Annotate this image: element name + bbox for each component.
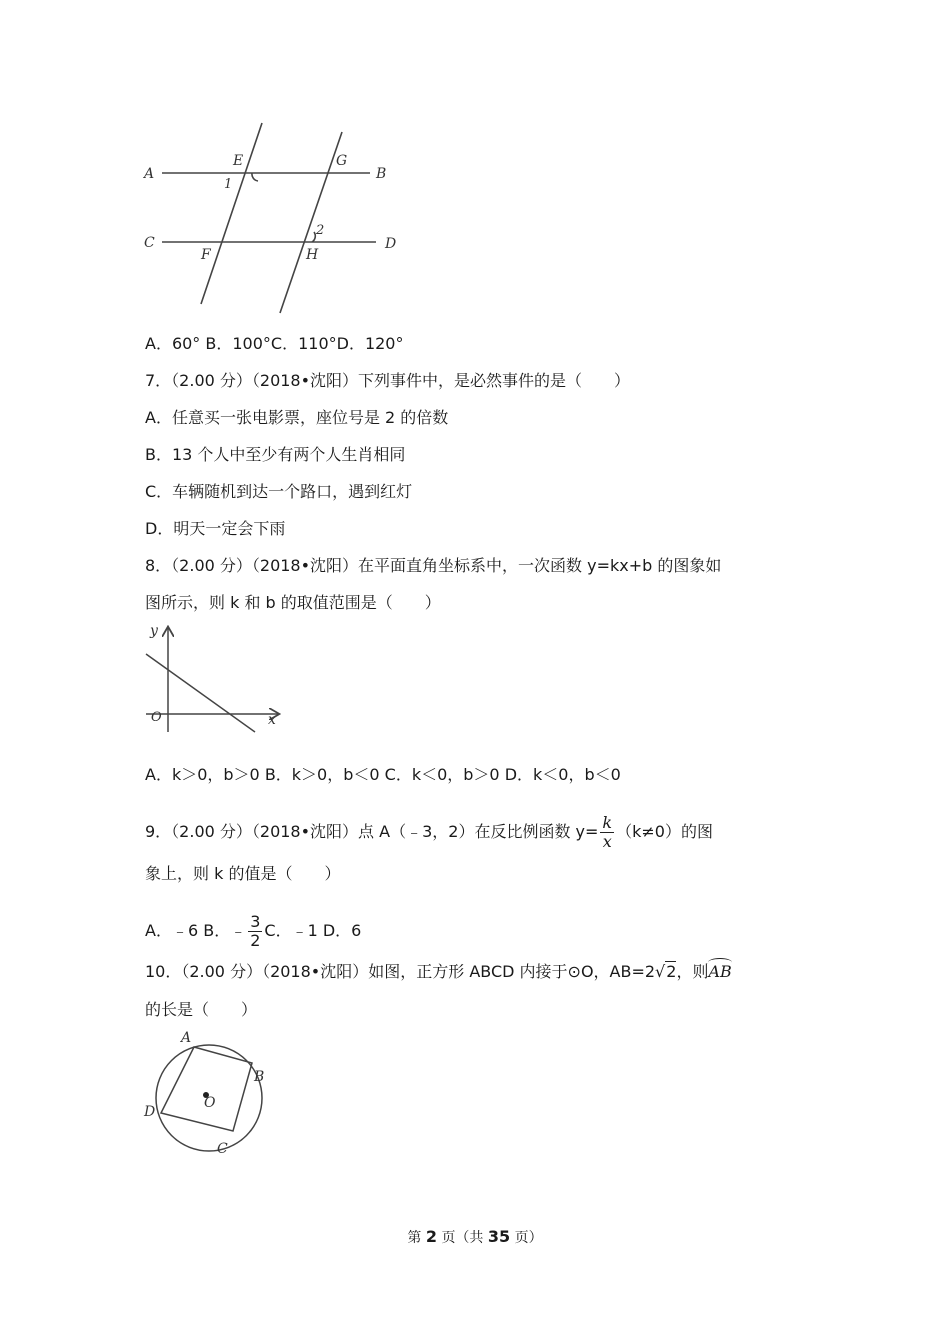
q7-option-b: B．13 个人中至少有两个人生肖相同 bbox=[145, 445, 406, 464]
q10-stem-pre: 10．（2.00 分）（2018•沈阳）如图，正方形 ABCD 内接于⊙O，AB=2 bbox=[145, 962, 656, 981]
q7-option-a: A．任意买一张电影票，座位号是 2 的倍数 bbox=[145, 408, 449, 427]
q7-stem: 7．（2.00 分）（2018•沈阳）下列事件中，是必然事件的是（ ） bbox=[145, 371, 631, 390]
axis-label-x: x bbox=[268, 712, 276, 728]
label-b: B bbox=[376, 166, 387, 182]
footer-page-number: 2 bbox=[425, 1227, 437, 1246]
q9-stem-pre: 9．（2.00 分）（2018•沈阳）点 A（﹣3，2）在反比例函数 y= bbox=[145, 822, 599, 841]
q7-option-c: C．车辆随机到达一个路口，遇到红灯 bbox=[145, 482, 413, 501]
footer-total-pages: 35 bbox=[487, 1227, 511, 1246]
q10-stem-mid: ，则 bbox=[676, 962, 709, 981]
q9-stem-post: （k≠0）的图 bbox=[616, 822, 713, 841]
label-f: F bbox=[201, 247, 211, 263]
sqrt-radicand: 2 bbox=[666, 962, 677, 981]
q9-stem-line2: 象上，则 k 的值是（ ） bbox=[145, 864, 341, 883]
label-g: G bbox=[336, 153, 348, 169]
label-h: H bbox=[306, 247, 319, 263]
sqrt-symbol: √ bbox=[655, 962, 666, 981]
q9-options bbox=[145, 913, 361, 950]
fraction-numerator: k bbox=[602, 813, 613, 832]
q9-stem-line1 bbox=[145, 814, 713, 851]
page-footer bbox=[0, 1227, 950, 1247]
footer-pre: 第 bbox=[407, 1230, 422, 1246]
label-d: D bbox=[144, 1104, 156, 1120]
fraction-3-over-2 bbox=[248, 913, 262, 950]
label-c: C bbox=[144, 235, 155, 251]
q8-stem-line1: 8．（2.00 分）（2018•沈阳）在平面直角坐标系中，一次函数 y=kx+b 的图象如 bbox=[145, 556, 722, 575]
fraction-denominator: 2 bbox=[250, 931, 261, 950]
arc-ab: AB bbox=[708, 962, 732, 981]
parallel-lines-figure bbox=[140, 118, 410, 318]
label-o: O bbox=[204, 1095, 216, 1111]
fraction-numerator: 3 bbox=[250, 912, 261, 931]
footer-post: 页） bbox=[514, 1230, 543, 1246]
label-d: D bbox=[385, 236, 397, 252]
label-e: E bbox=[233, 153, 244, 169]
q8-options: A．k＞0，b＞0 B．k＞0，b＜0 C．k＜0，b＞0 D．k＜0，b＜0 bbox=[145, 765, 621, 784]
q9-option-a: A．﹣6 B．﹣ bbox=[145, 921, 247, 940]
q10-stem-line1 bbox=[145, 962, 732, 982]
axis-label-y: y bbox=[150, 623, 158, 639]
label-1: 1 bbox=[224, 177, 233, 192]
q10-stem-line2: 的长是（ ） bbox=[145, 1000, 258, 1019]
footer-mid: 页（共 bbox=[441, 1230, 484, 1246]
q9-options-rest: C．﹣1 D．6 bbox=[264, 921, 362, 940]
q6-options: A．60° B．100°C．110°D．120° bbox=[145, 334, 404, 353]
label-a: A bbox=[144, 166, 155, 182]
fraction-denominator: x bbox=[602, 832, 612, 851]
label-c: C bbox=[217, 1141, 228, 1157]
origin-label: O bbox=[151, 710, 162, 725]
label-2: 2 bbox=[316, 223, 325, 238]
label-b: B bbox=[254, 1069, 265, 1085]
inscribed-square-figure bbox=[140, 1026, 280, 1162]
fraction-k-over-x bbox=[600, 814, 614, 851]
linear-function-figure bbox=[140, 620, 290, 738]
q8-stem-line2: 图所示，则 k 和 b 的取值范围是（ ） bbox=[145, 593, 441, 612]
label-a: A bbox=[181, 1030, 192, 1046]
q7-option-d: D．明天一定会下雨 bbox=[145, 519, 286, 538]
